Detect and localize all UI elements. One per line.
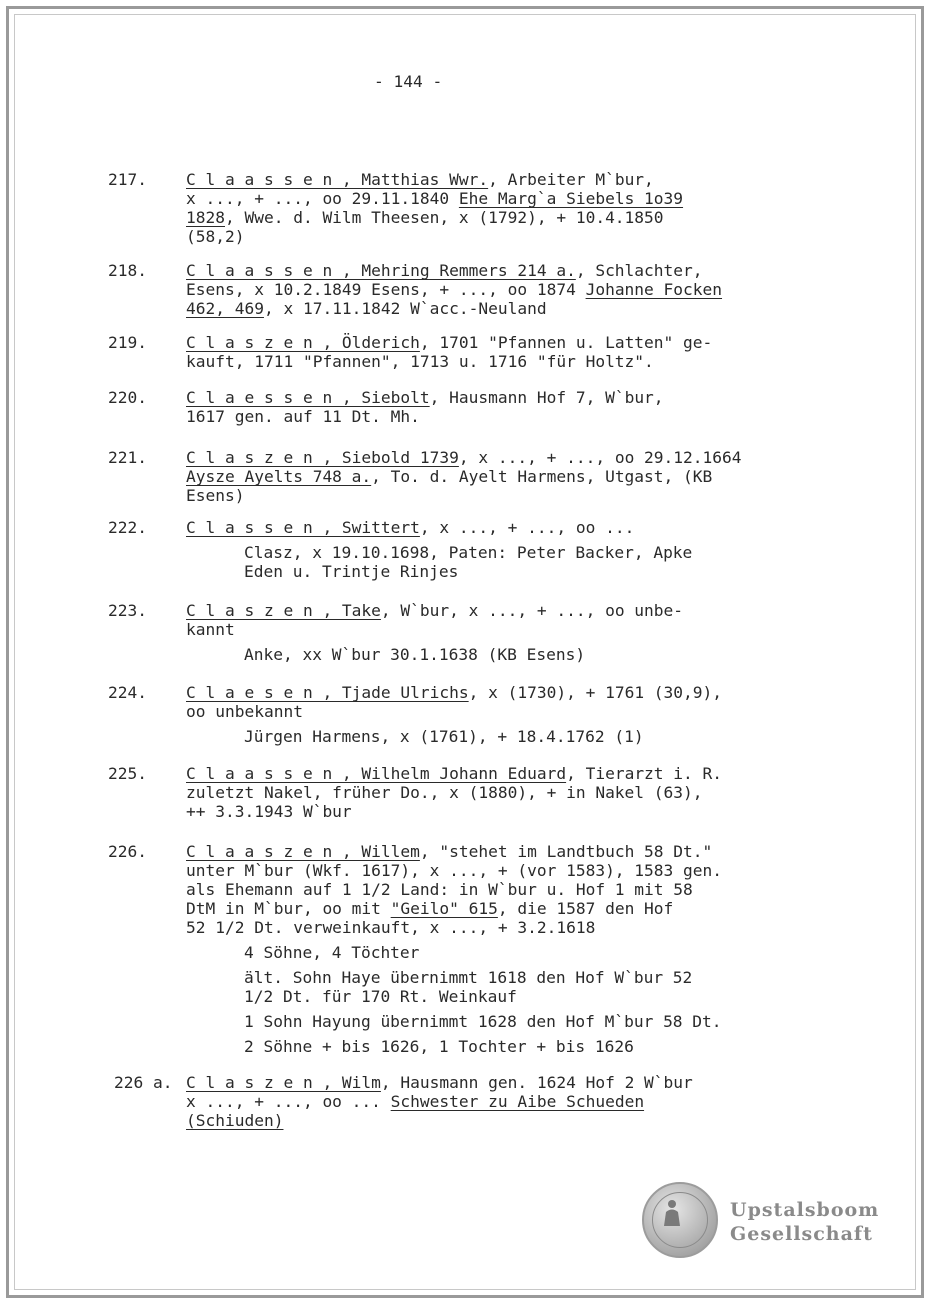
underlined-text: Aysze Ayelts 748 a. — [186, 467, 372, 486]
entry-line — [186, 620, 235, 639]
entry-line — [186, 899, 673, 918]
entry-sub-line: Anke, xx W`bur 30.1.1638 (KB Esens) — [244, 645, 586, 664]
entry-line — [186, 1092, 644, 1111]
underlined-text: C l a a s s e n , Mehring Remmers 214 a. — [186, 261, 576, 280]
entry-number: 217. — [108, 170, 147, 189]
entry-text: unter M`bur (Wkf. 1617), x ..., + (vor 1583), 1583 gen. — [186, 861, 723, 880]
entry-sub-line: Clasz, x 19.10.1698, Paten: Peter Backer, Apke — [244, 543, 693, 562]
entry-text: (58,2) — [186, 227, 245, 246]
entry-line — [186, 683, 722, 702]
entry-text: , Hausmann gen. 1624 Hof 2 W`bur — [380, 1073, 693, 1092]
entry-line — [186, 467, 712, 486]
entry-line — [186, 388, 664, 407]
entry-text: als Ehemann auf 1 1/2 Land: in W`bur u. Hof 1 mit 58 — [186, 880, 693, 899]
entry-line — [186, 880, 693, 899]
entry-sub-line: Jürgen Harmens, x (1761), + 18.4.1762 (1) — [244, 727, 644, 746]
underlined-text: C l a e s e n , Tjade Ulrichs — [186, 683, 469, 702]
entry-text: Esens, x 10.2.1849 Esens, + ..., oo 1874 — [186, 280, 586, 299]
entry-line — [186, 842, 712, 861]
entry-line — [186, 299, 547, 318]
entry-number: 223. — [108, 601, 147, 620]
entry-text: , Tierarzt i. R. — [566, 764, 723, 783]
entry-line — [186, 1111, 283, 1130]
society-seal-logo — [642, 1182, 718, 1258]
entry-text: kannt — [186, 620, 235, 639]
entry-text: , Wwe. d. Wilm Theesen, x (1792), + 10.4.1850 — [224, 208, 664, 227]
entry-line — [186, 601, 683, 620]
entry-text: , x (1730), + 1761 (30,9), — [468, 683, 723, 702]
entry-text: , W`bur, x ..., + ..., oo unbe- — [380, 601, 684, 620]
entry-text: DtM in M`bur, oo mit — [186, 899, 391, 918]
seal-figure-icon — [660, 1198, 684, 1228]
entry-number: 224. — [108, 683, 147, 702]
entry-text: oo unbekannt — [186, 702, 303, 721]
entry-line — [186, 518, 634, 537]
logo-line-2: Gesellschaft — [730, 1223, 873, 1245]
entry-line — [186, 280, 722, 299]
entry-sub-line: 1 Sohn Hayung übernimmt 1628 den Hof M`bur 58 Dt. — [244, 1012, 722, 1031]
underlined-text: "Geilo" 615 — [390, 899, 498, 918]
entry-text: 52 1/2 Dt. verweinkauft, x ..., + 3.2.1618 — [186, 918, 596, 937]
underlined-text: C l a a s z e n , Willem — [186, 842, 420, 861]
underlined-text: C l a a s s e n , Matthias Wwr. — [186, 170, 489, 189]
logo-line-1: Upstalsboom — [730, 1199, 880, 1221]
entry-line — [186, 783, 703, 802]
entry-number: 225. — [108, 764, 147, 783]
page-number: - 144 - — [374, 72, 443, 91]
entry-line — [186, 702, 303, 721]
entry-text: , Hausmann Hof 7, W`bur, — [429, 388, 664, 407]
underlined-text: Ehe Marg`a Siebels 1o39 — [458, 189, 684, 208]
entry-text: zuletzt Nakel, früher Do., x (1880), + in Nakel (63), — [186, 783, 703, 802]
entry-line — [186, 764, 722, 783]
entry-sub-line: Eden u. Trintje Rinjes — [244, 562, 459, 581]
underlined-text: C l a s z e n , Ölderich — [186, 333, 420, 352]
entry-line — [186, 208, 664, 227]
underlined-text: 462, 469 — [186, 299, 264, 318]
entry-line — [186, 189, 683, 208]
entry-text: , die 1587 den Hof — [497, 899, 674, 918]
society-logo-text — [730, 1198, 879, 1246]
entry-line — [186, 1073, 693, 1092]
underlined-text: C l a s s e n , Swittert — [186, 518, 420, 537]
entry-number: 226 a. — [114, 1073, 173, 1092]
entry-sub-line: 4 Söhne, 4 Töchter — [244, 943, 420, 962]
entry-number: 222. — [108, 518, 147, 537]
entry-line — [186, 227, 244, 246]
entry-sub-line: 1/2 Dt. für 170 Rt. Weinkauf — [244, 987, 517, 1006]
entry-sub-line: ält. Sohn Haye übernimmt 1618 den Hof W`bur 52 — [244, 968, 693, 987]
entry-number: 220. — [108, 388, 147, 407]
entry-text: , Arbeiter M`bur, — [488, 170, 654, 189]
underlined-text: C l a s z e n , Siebold 1739 — [186, 448, 459, 467]
underlined-text: C l a s z e n , Wilm — [186, 1073, 381, 1092]
entry-line — [186, 861, 722, 880]
underlined-text: C l a s z e n , Take — [186, 601, 381, 620]
entry-text: x ..., + ..., oo 29.11.1840 — [186, 189, 459, 208]
entry-line — [186, 918, 595, 937]
underlined-text: C l a e s s e n , Siebolt — [186, 388, 430, 407]
entry-text: , To. d. Ayelt Harmens, Utgast, (KB — [371, 467, 713, 486]
entry-line — [186, 486, 244, 505]
underlined-text: Johanne Focken — [585, 280, 723, 299]
entry-text: , Schlachter, — [575, 261, 703, 280]
entry-text: ++ 3.3.1943 W`bur — [186, 802, 352, 821]
entry-line — [186, 170, 654, 189]
entry-text: , "stehet im Landtbuch 58 Dt." — [419, 842, 713, 861]
underlined-text: C l a a s s e n , Wilhelm Johann Eduard — [186, 764, 567, 783]
entry-number: 221. — [108, 448, 147, 467]
entry-text: , x ..., + ..., oo ... — [419, 518, 635, 537]
entry-text: , 1701 "Pfannen u. Latten" ge- — [419, 333, 713, 352]
entry-text: , x 17.11.1842 W`acc.-Neuland — [263, 299, 547, 318]
document-page — [18, 18, 912, 1286]
entry-text: Esens) — [186, 486, 245, 505]
underlined-text: 1828 — [186, 208, 225, 227]
entry-text: x ..., + ..., oo ... — [186, 1092, 391, 1111]
underlined-text: (Schiuden) — [186, 1111, 284, 1130]
entry-number: 219. — [108, 333, 147, 352]
underlined-text: Schwester zu Aibe Schueden — [390, 1092, 645, 1111]
entry-line — [186, 802, 352, 821]
entry-sub-line: 2 Söhne + bis 1626, 1 Tochter + bis 1626 — [244, 1037, 634, 1056]
entry-line — [186, 261, 703, 280]
entry-line — [186, 333, 712, 352]
entry-text: , x ..., + ..., oo 29.12.1664 — [458, 448, 742, 467]
entry-line — [186, 448, 742, 467]
entry-text: 1617 gen. auf 11 Dt. Mh. — [186, 407, 420, 426]
entry-text: kauft, 1711 "Pfannen", 1713 u. 1716 "für Holtz". — [186, 352, 654, 371]
entry-number: 226. — [108, 842, 147, 861]
entry-line — [186, 352, 654, 371]
entry-line — [186, 407, 420, 426]
entry-number: 218. — [108, 261, 147, 280]
